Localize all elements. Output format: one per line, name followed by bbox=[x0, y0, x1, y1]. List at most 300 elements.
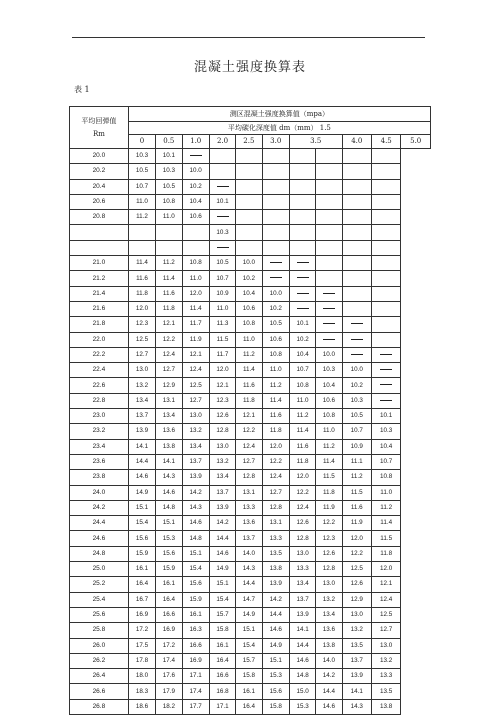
strength-value: 17.1 bbox=[182, 669, 209, 684]
strength-value: 14.4 bbox=[128, 454, 155, 469]
strength-value: 14.8 bbox=[156, 500, 182, 515]
strength-value: 15.6 bbox=[262, 684, 289, 699]
strength-value: 11.6 bbox=[236, 378, 262, 393]
table-row bbox=[70, 470, 431, 485]
strength-value: 12.6 bbox=[342, 577, 371, 592]
strength-value: 15.4 bbox=[182, 562, 209, 577]
strength-value: 13.3 bbox=[371, 669, 400, 684]
strength-value: 10.5 bbox=[209, 256, 235, 271]
strength-value bbox=[128, 240, 155, 255]
strength-value bbox=[262, 164, 289, 179]
strength-value: 14.8 bbox=[182, 531, 209, 546]
strength-value: 16.6 bbox=[156, 607, 182, 622]
strength-value bbox=[182, 149, 209, 164]
table-row bbox=[70, 256, 431, 271]
strength-value bbox=[316, 149, 342, 164]
strength-value: 10.7 bbox=[371, 454, 400, 469]
strength-value: 14.8 bbox=[289, 669, 315, 684]
strength-value: 11.2 bbox=[128, 210, 155, 225]
strength-value: 12.4 bbox=[262, 470, 289, 485]
strength-value: 12.5 bbox=[342, 562, 371, 577]
strength-value: 10.3 bbox=[371, 424, 400, 439]
strength-value: 18.0 bbox=[128, 669, 155, 684]
strength-value bbox=[342, 286, 371, 301]
dash-mark bbox=[217, 247, 229, 248]
strength-value bbox=[371, 179, 400, 194]
strength-value bbox=[371, 317, 400, 332]
strength-value: 13.4 bbox=[289, 577, 315, 592]
strength-value: 10.6 bbox=[236, 301, 262, 316]
strength-value: 12.6 bbox=[316, 546, 342, 561]
depth-col-header: 3.5 bbox=[289, 135, 342, 149]
strength-value: 13.0 bbox=[289, 546, 315, 561]
strength-value bbox=[316, 271, 342, 286]
strength-value: 14.6 bbox=[289, 653, 315, 668]
table-row bbox=[70, 684, 431, 699]
strength-value: 12.8 bbox=[236, 470, 262, 485]
dash-mark bbox=[297, 277, 309, 278]
depth-col-header: 0 bbox=[128, 135, 155, 149]
strength-value bbox=[316, 240, 342, 255]
rm-value bbox=[70, 225, 129, 240]
strength-value: 13.2 bbox=[128, 378, 155, 393]
table-row bbox=[70, 592, 431, 607]
strength-value: 10.1 bbox=[156, 149, 182, 164]
strength-value bbox=[371, 256, 400, 271]
strength-value bbox=[342, 240, 371, 255]
strength-value bbox=[236, 194, 262, 209]
strength-value bbox=[342, 332, 371, 347]
strength-value bbox=[371, 301, 400, 316]
strength-value bbox=[209, 210, 235, 225]
strength-value: 12.7 bbox=[262, 485, 289, 500]
strength-value bbox=[371, 332, 400, 347]
depth-col-header: 0.5 bbox=[156, 135, 182, 149]
strength-value: 10.1 bbox=[209, 194, 235, 209]
strength-value: 16.9 bbox=[128, 607, 155, 622]
strength-value bbox=[262, 149, 289, 164]
rm-value: 20.8 bbox=[70, 210, 129, 225]
strength-value: 16.7 bbox=[128, 592, 155, 607]
strength-value: 10.9 bbox=[209, 286, 235, 301]
strength-value: 14.9 bbox=[209, 562, 235, 577]
strength-value: 11.8 bbox=[316, 485, 342, 500]
strength-value: 14.1 bbox=[342, 684, 371, 699]
strength-value: 12.7 bbox=[182, 393, 209, 408]
strength-value: 17.8 bbox=[128, 653, 155, 668]
strength-value: 11.9 bbox=[316, 500, 342, 515]
rm-value: 25.4 bbox=[70, 592, 129, 607]
strength-value: 12.6 bbox=[209, 409, 235, 424]
table-row bbox=[70, 271, 431, 286]
dash-mark bbox=[351, 323, 363, 324]
strength-value: 13.4 bbox=[156, 409, 182, 424]
strength-value: 13.9 bbox=[209, 500, 235, 515]
strength-value: 14.1 bbox=[289, 623, 315, 638]
strength-value: 11.6 bbox=[289, 439, 315, 454]
strength-value: 12.7 bbox=[128, 347, 155, 362]
strength-value bbox=[289, 149, 315, 164]
strength-value: 12.2 bbox=[289, 485, 315, 500]
strength-value: 15.8 bbox=[262, 699, 289, 714]
strength-value: 17.5 bbox=[128, 638, 155, 653]
rm-value: 20.4 bbox=[70, 179, 129, 194]
rm-value: 26.4 bbox=[70, 669, 129, 684]
table-row bbox=[70, 332, 431, 347]
strength-value: 16.6 bbox=[209, 669, 235, 684]
strength-value: 15.3 bbox=[262, 669, 289, 684]
rm-value: 24.2 bbox=[70, 500, 129, 515]
strength-value bbox=[371, 286, 400, 301]
strength-value bbox=[289, 271, 315, 286]
strength-value: 16.4 bbox=[128, 577, 155, 592]
strength-value: 13.0 bbox=[371, 638, 400, 653]
dash-mark bbox=[270, 262, 282, 263]
strength-value: 13.7 bbox=[182, 454, 209, 469]
strength-value: 12.7 bbox=[371, 623, 400, 638]
strength-value: 12.8 bbox=[209, 424, 235, 439]
strength-value: 15.6 bbox=[128, 531, 155, 546]
strength-value bbox=[316, 301, 342, 316]
dash-mark bbox=[323, 308, 335, 309]
strength-value bbox=[236, 164, 262, 179]
strength-value bbox=[316, 179, 342, 194]
depth-col-header: 1.0 bbox=[182, 135, 209, 149]
dash-mark bbox=[323, 323, 335, 324]
strength-value: 13.5 bbox=[342, 638, 371, 653]
rm-value: 24.8 bbox=[70, 546, 129, 561]
strength-value: 11.8 bbox=[289, 454, 315, 469]
strength-value: 12.0 bbox=[262, 439, 289, 454]
strength-value bbox=[156, 240, 182, 255]
strength-value: 17.1 bbox=[209, 699, 235, 714]
rm-value: 25.0 bbox=[70, 562, 129, 577]
table-row bbox=[70, 409, 431, 424]
strength-value: 10.8 bbox=[236, 317, 262, 332]
dash-mark bbox=[217, 216, 229, 217]
strength-value: 13.9 bbox=[182, 470, 209, 485]
strength-value: 12.1 bbox=[371, 577, 400, 592]
strength-value: 12.9 bbox=[156, 378, 182, 393]
dash-mark bbox=[270, 277, 282, 278]
strength-value: 10.4 bbox=[182, 194, 209, 209]
rm-value: 20.6 bbox=[70, 194, 129, 209]
rm-value: 26.0 bbox=[70, 638, 129, 653]
strength-value: 13.4 bbox=[209, 470, 235, 485]
strength-value: 11.8 bbox=[156, 301, 182, 316]
strength-value: 10.5 bbox=[342, 409, 371, 424]
rm-value: 21.2 bbox=[70, 271, 129, 286]
strength-value: 10.4 bbox=[236, 286, 262, 301]
strength-value: 15.8 bbox=[236, 669, 262, 684]
strength-value: 15.1 bbox=[262, 653, 289, 668]
strength-value: 10.3 bbox=[156, 164, 182, 179]
table-row bbox=[70, 363, 431, 378]
strength-value: 10.7 bbox=[289, 363, 315, 378]
table-body bbox=[70, 107, 431, 715]
strength-value: 12.0 bbox=[128, 301, 155, 316]
strength-value: 11.2 bbox=[156, 256, 182, 271]
strength-value: 11.5 bbox=[342, 485, 371, 500]
strength-value: 11.9 bbox=[182, 332, 209, 347]
strength-value: 13.5 bbox=[371, 684, 400, 699]
strength-value bbox=[209, 149, 235, 164]
strength-value: 16.9 bbox=[156, 623, 182, 638]
strength-value: 10.0 bbox=[342, 363, 371, 378]
rm-value bbox=[70, 240, 129, 255]
table-row bbox=[70, 485, 431, 500]
depth-col-header: 4.5 bbox=[371, 135, 400, 149]
table-row bbox=[70, 194, 431, 209]
depth-col-header: 4.0 bbox=[342, 135, 371, 149]
strength-value: 11.2 bbox=[316, 439, 342, 454]
strength-value: 15.1 bbox=[156, 516, 182, 531]
strength-value: 15.9 bbox=[156, 562, 182, 577]
rm-value: 21.0 bbox=[70, 256, 129, 271]
strength-value: 12.3 bbox=[128, 317, 155, 332]
rm-value: 25.6 bbox=[70, 607, 129, 622]
strength-value: 10.0 bbox=[236, 256, 262, 271]
table-row bbox=[70, 531, 431, 546]
strength-value: 11.6 bbox=[156, 286, 182, 301]
strength-value: 12.2 bbox=[236, 424, 262, 439]
strength-value: 11.6 bbox=[342, 500, 371, 515]
strength-value: 13.6 bbox=[156, 424, 182, 439]
rm-value: 25.8 bbox=[70, 623, 129, 638]
strength-value: 11.4 bbox=[128, 256, 155, 271]
strength-value: 10.8 bbox=[371, 470, 400, 485]
strength-value: 11.4 bbox=[289, 424, 315, 439]
strength-value bbox=[209, 179, 235, 194]
strength-value: 13.2 bbox=[182, 424, 209, 439]
strength-value: 12.0 bbox=[289, 470, 315, 485]
strength-value: 12.1 bbox=[236, 409, 262, 424]
strength-value: 15.8 bbox=[209, 623, 235, 638]
strength-value: 14.3 bbox=[156, 470, 182, 485]
strength-value: 18.6 bbox=[128, 699, 155, 714]
strength-value: 13.7 bbox=[128, 409, 155, 424]
strength-value: 15.3 bbox=[156, 531, 182, 546]
dash-mark bbox=[190, 155, 202, 156]
strength-value: 12.2 bbox=[262, 454, 289, 469]
strength-value bbox=[316, 194, 342, 209]
strength-value: 10.1 bbox=[289, 317, 315, 332]
strength-table bbox=[69, 106, 431, 715]
strength-value bbox=[262, 240, 289, 255]
strength-value: 16.1 bbox=[236, 684, 262, 699]
strength-value: 14.2 bbox=[209, 516, 235, 531]
strength-value bbox=[156, 225, 182, 240]
depth-col-header: 2.0 bbox=[209, 135, 235, 149]
strength-value: 10.4 bbox=[371, 439, 400, 454]
strength-value: 13.0 bbox=[128, 363, 155, 378]
strength-value: 11.0 bbox=[236, 332, 262, 347]
strength-value: 12.8 bbox=[316, 562, 342, 577]
table-row bbox=[70, 454, 431, 469]
strength-value: 15.3 bbox=[289, 699, 315, 714]
strength-value bbox=[371, 210, 400, 225]
rm-value: 22.2 bbox=[70, 347, 129, 362]
strength-value: 10.3 bbox=[316, 363, 342, 378]
strength-value: 10.8 bbox=[156, 194, 182, 209]
strength-value: 11.4 bbox=[156, 271, 182, 286]
strength-value: 10.8 bbox=[262, 347, 289, 362]
strength-value: 14.6 bbox=[209, 546, 235, 561]
strength-value: 10.5 bbox=[128, 164, 155, 179]
strength-value bbox=[236, 149, 262, 164]
strength-value bbox=[342, 301, 371, 316]
strength-value: 12.5 bbox=[182, 378, 209, 393]
strength-value bbox=[371, 271, 400, 286]
strength-value: 12.3 bbox=[209, 393, 235, 408]
rm-header: 平均回弹值 Rm bbox=[70, 107, 129, 149]
strength-value: 14.6 bbox=[182, 516, 209, 531]
rm-value: 20.0 bbox=[70, 149, 129, 164]
dash-mark bbox=[351, 354, 363, 355]
strength-value: 16.9 bbox=[182, 653, 209, 668]
strength-value bbox=[289, 179, 315, 194]
strength-value: 15.6 bbox=[182, 577, 209, 592]
rm-value: 26.6 bbox=[70, 684, 129, 699]
strength-value: 15.7 bbox=[209, 607, 235, 622]
strength-value bbox=[289, 164, 315, 179]
strength-value: 16.4 bbox=[156, 592, 182, 607]
strength-value: 11.7 bbox=[209, 347, 235, 362]
strength-value: 11.2 bbox=[262, 378, 289, 393]
strength-value: 12.4 bbox=[289, 500, 315, 515]
strength-value bbox=[236, 210, 262, 225]
strength-value: 18.2 bbox=[156, 699, 182, 714]
strength-value: 13.3 bbox=[262, 531, 289, 546]
strength-value: 13.1 bbox=[236, 485, 262, 500]
strength-value: 16.1 bbox=[209, 638, 235, 653]
table-row bbox=[70, 164, 431, 179]
strength-value: 12.1 bbox=[209, 378, 235, 393]
strength-value: 10.4 bbox=[289, 347, 315, 362]
strength-value: 10.5 bbox=[262, 317, 289, 332]
strength-value: 15.1 bbox=[209, 577, 235, 592]
strength-value bbox=[342, 256, 371, 271]
strength-value: 15.9 bbox=[128, 546, 155, 561]
strength-value: 11.0 bbox=[209, 301, 235, 316]
table-row bbox=[70, 623, 431, 638]
strength-value bbox=[342, 179, 371, 194]
strength-value bbox=[371, 149, 400, 164]
strength-value: 14.2 bbox=[182, 485, 209, 500]
table-row bbox=[70, 500, 431, 515]
strength-value: 11.8 bbox=[128, 286, 155, 301]
strength-value bbox=[371, 240, 400, 255]
depth-col-header: 2.5 bbox=[236, 135, 262, 149]
strength-value: 10.5 bbox=[156, 179, 182, 194]
strength-value: 11.8 bbox=[262, 424, 289, 439]
strength-value bbox=[342, 210, 371, 225]
strength-value: 13.1 bbox=[156, 393, 182, 408]
rm-value: 21.6 bbox=[70, 301, 129, 316]
strength-value: 17.4 bbox=[182, 684, 209, 699]
strength-value: 10.2 bbox=[182, 179, 209, 194]
table-row bbox=[70, 424, 431, 439]
strength-value: 11.0 bbox=[156, 210, 182, 225]
table-row bbox=[70, 240, 431, 255]
strength-value: 11.2 bbox=[342, 470, 371, 485]
strength-value: 13.7 bbox=[289, 592, 315, 607]
strength-value bbox=[371, 393, 400, 408]
strength-value bbox=[371, 164, 400, 179]
strength-value: 12.3 bbox=[316, 531, 342, 546]
strength-value: 11.7 bbox=[182, 317, 209, 332]
strength-value: 13.7 bbox=[209, 485, 235, 500]
strength-value: 10.9 bbox=[342, 439, 371, 454]
strength-value: 14.4 bbox=[316, 684, 342, 699]
table-row bbox=[70, 225, 431, 240]
strength-value: 13.6 bbox=[316, 623, 342, 638]
table-row bbox=[70, 546, 431, 561]
strength-value bbox=[342, 225, 371, 240]
rm-value: 23.0 bbox=[70, 409, 129, 424]
strength-value: 13.4 bbox=[128, 393, 155, 408]
strength-value: 10.7 bbox=[209, 271, 235, 286]
strength-value: 12.2 bbox=[316, 516, 342, 531]
strength-value: 10.8 bbox=[316, 409, 342, 424]
strength-value: 11.0 bbox=[128, 194, 155, 209]
strength-value bbox=[182, 225, 209, 240]
strength-value: 14.1 bbox=[128, 439, 155, 454]
table-row bbox=[70, 393, 431, 408]
table-row bbox=[70, 149, 431, 164]
strength-value bbox=[289, 210, 315, 225]
strength-value: 13.9 bbox=[262, 577, 289, 592]
table-row bbox=[70, 439, 431, 454]
strength-value: 11.4 bbox=[316, 454, 342, 469]
rm-value: 22.4 bbox=[70, 363, 129, 378]
strength-value: 12.1 bbox=[182, 347, 209, 362]
strength-value: 17.2 bbox=[156, 638, 182, 653]
strength-value: 14.9 bbox=[128, 485, 155, 500]
strength-value: 11.6 bbox=[128, 271, 155, 286]
strength-value: 11.0 bbox=[371, 485, 400, 500]
strength-value bbox=[371, 378, 400, 393]
strength-value: 11.6 bbox=[262, 409, 289, 424]
strength-value: 16.1 bbox=[156, 577, 182, 592]
strength-value: 10.2 bbox=[262, 301, 289, 316]
strength-value: 14.3 bbox=[236, 562, 262, 577]
strength-value bbox=[289, 256, 315, 271]
strength-value bbox=[342, 164, 371, 179]
strength-value: 11.8 bbox=[236, 393, 262, 408]
strength-value: 14.6 bbox=[156, 485, 182, 500]
rm-value: 22.8 bbox=[70, 393, 129, 408]
table-row bbox=[70, 562, 431, 577]
strength-value: 10.7 bbox=[342, 424, 371, 439]
table-row bbox=[70, 317, 431, 332]
strength-value: 17.9 bbox=[156, 684, 182, 699]
strength-value bbox=[316, 256, 342, 271]
strength-value: 11.9 bbox=[342, 516, 371, 531]
strength-value: 12.7 bbox=[156, 363, 182, 378]
strength-value: 15.0 bbox=[289, 684, 315, 699]
rm-value: 23.4 bbox=[70, 439, 129, 454]
strength-value: 10.6 bbox=[316, 393, 342, 408]
strength-value: 11.0 bbox=[182, 271, 209, 286]
page-title: 混凝土强度换算表 bbox=[193, 60, 306, 75]
strength-value: 11.2 bbox=[289, 409, 315, 424]
strength-value bbox=[316, 317, 342, 332]
strength-value: 12.6 bbox=[289, 516, 315, 531]
strength-value: 13.8 bbox=[262, 562, 289, 577]
strength-value: 13.6 bbox=[236, 516, 262, 531]
strength-value: 13.7 bbox=[236, 531, 262, 546]
